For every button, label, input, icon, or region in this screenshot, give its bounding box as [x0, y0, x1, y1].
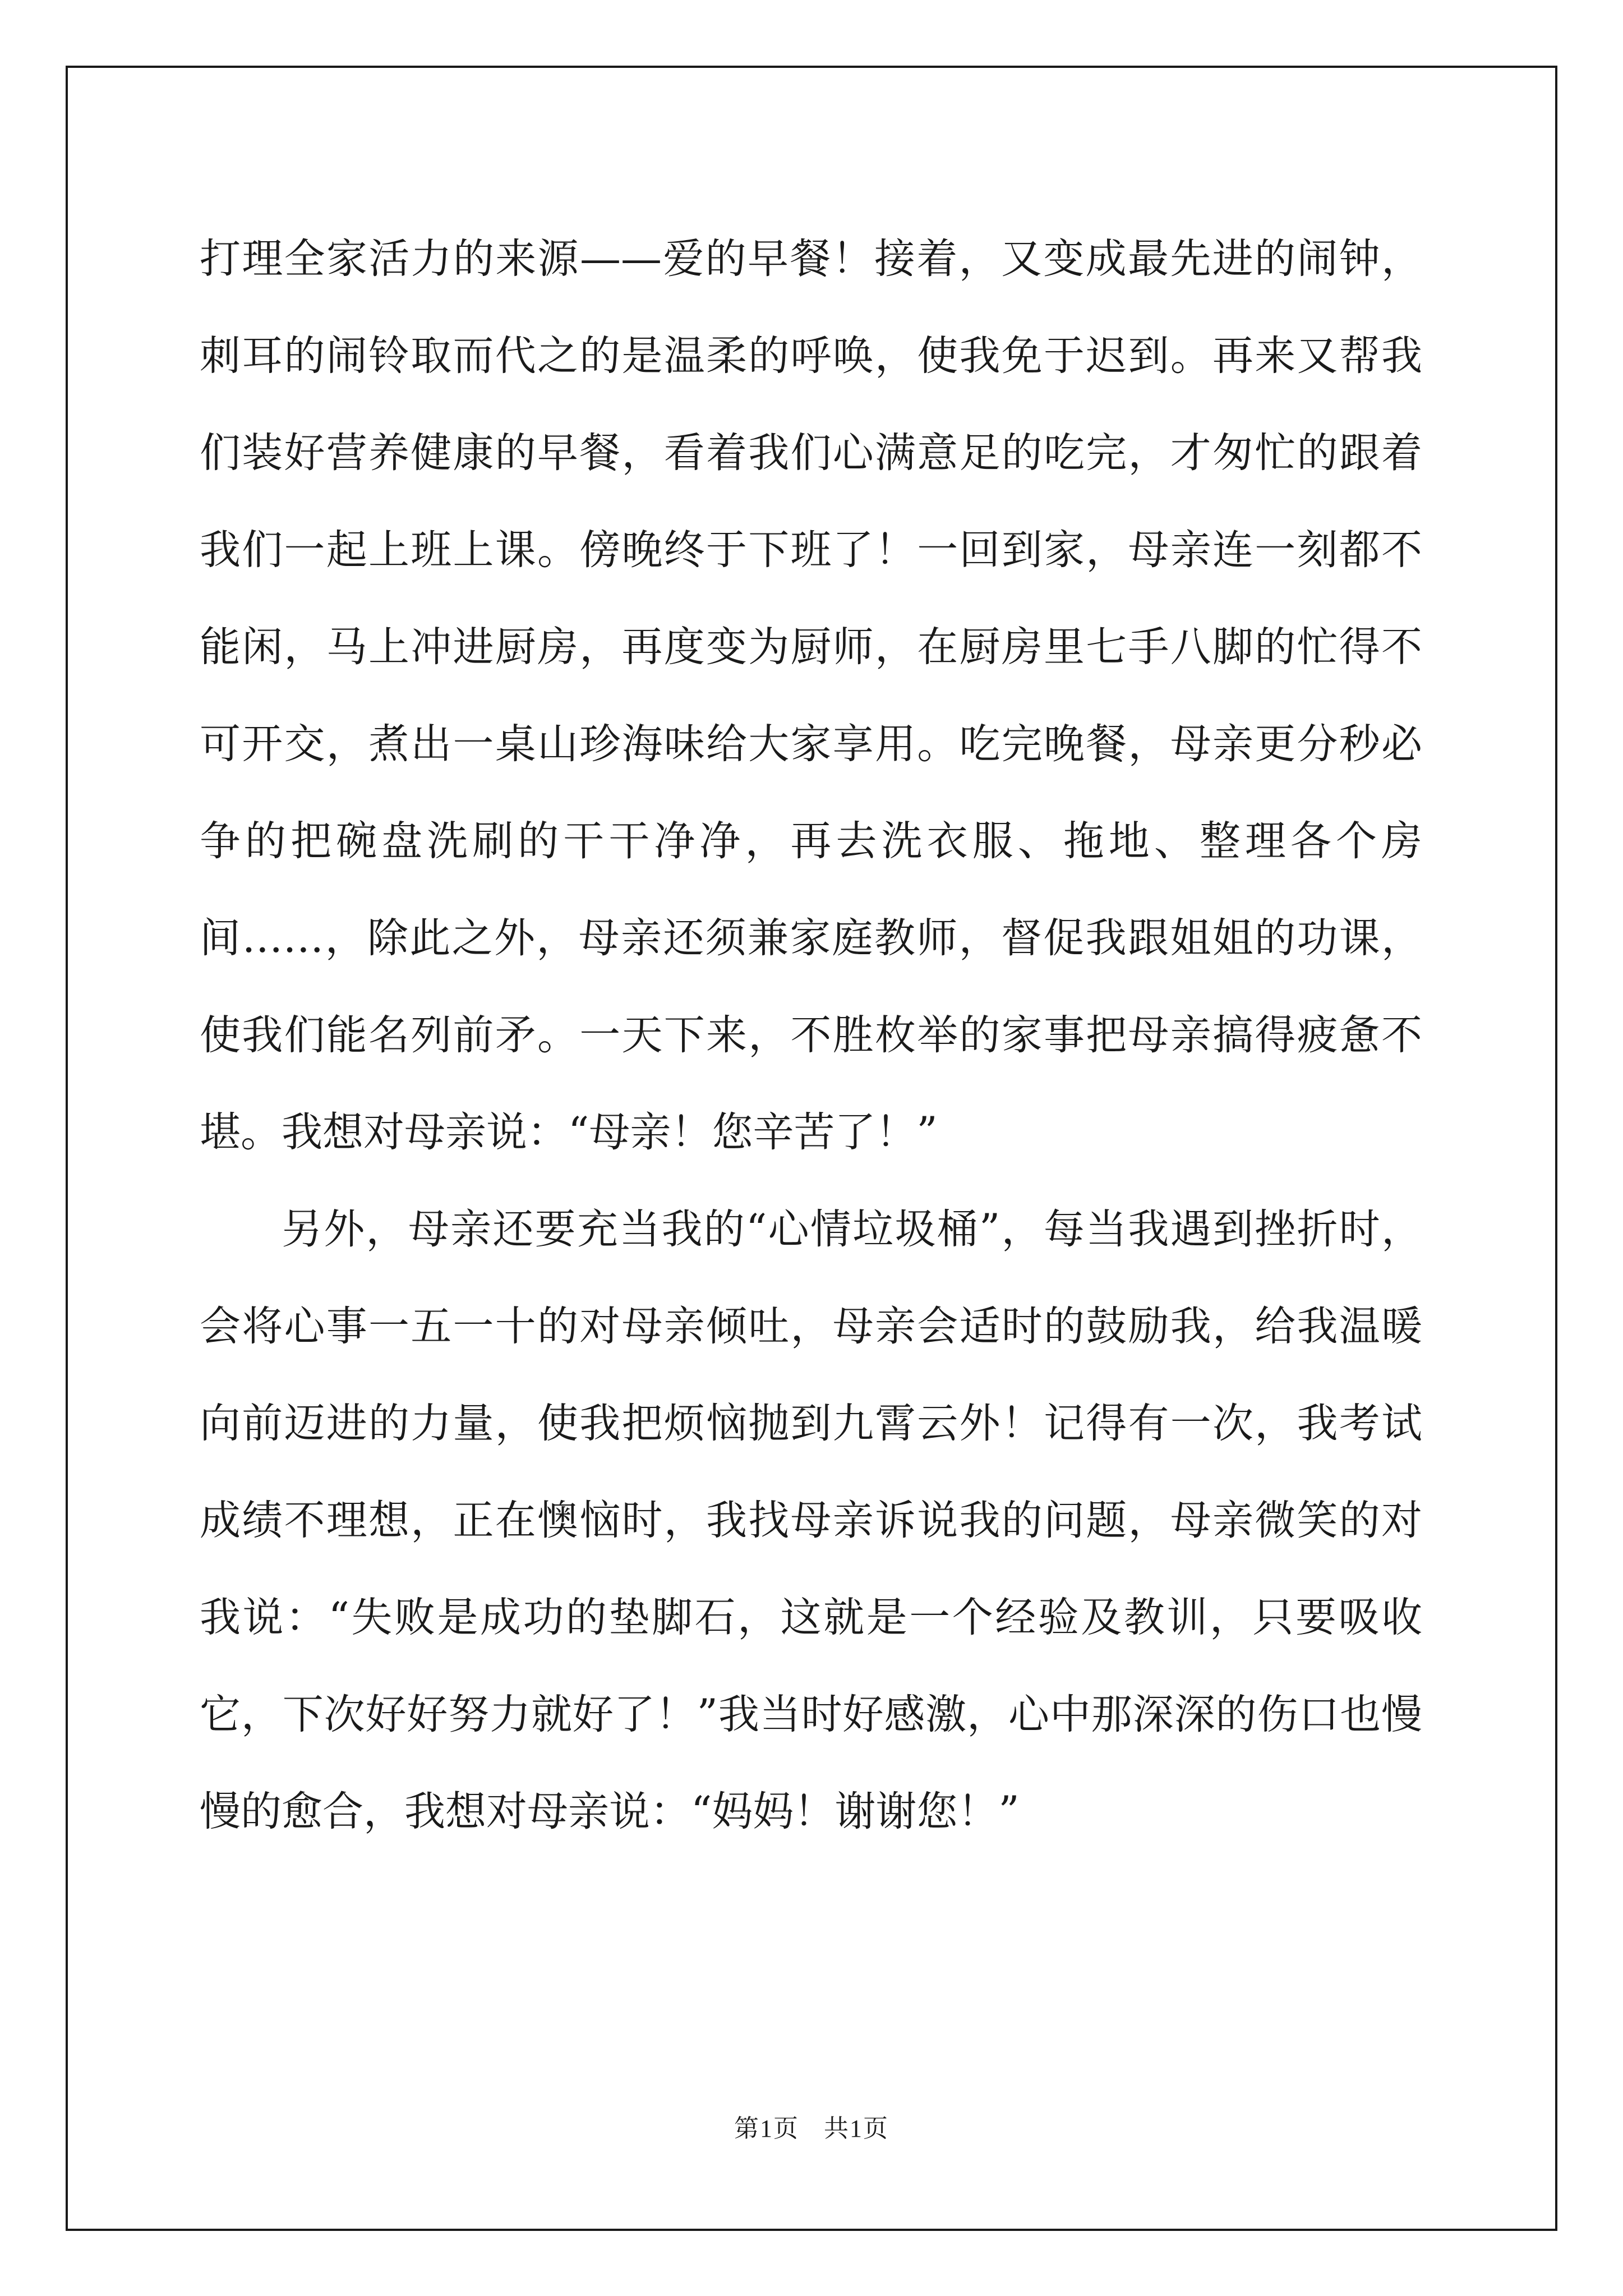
paragraph-2: 另外，母亲还要充当我的“心情垃圾桶”，每当我遇到挫折时，会将心事一五一十的对母亲倾吐，母亲会适时的鼓励我，给我温暖向前迈进的力量，使我把烦恼抛到九霄云外！记得有一次，我考试成绩不理想，正在懊恼时，我找母亲诉说我的问题，母亲微笑的对我说：“失败是成功的垫脚石，这就是一个经验及教训，只要吸收它，下次好好努力就好了！”我当时好感激，心中那深深的伤口也慢慢的愈合，我想对母亲说：“妈妈！谢谢您！”	[200, 1205, 1422, 1835]
paragraph-1: 打理全家活力的来源——爱的早餐！接着，又变成最先进的闹钟，刺耳的闹铃取而代之的是温柔的呼唤，使我免于迟到。再来又帮我们装好营养健康的早餐，看着我们心满意足的吃完，才匆忙的跟着我们一起上班上课。傍晚终于下班了！一回到家，母亲连一刻都不能闲，马上冲进厨房，再度变为厨师，在厨房里七手八脚的忙得不可开交，煮出一桌山珍海味给大家享用。吃完晚餐，母亲更分秒必争的把碗盘洗刷的干干净净，再去洗衣服、拖地、整理各个房间……，除此之外，母亲还须兼家庭教师，督促我跟姐姐的功课，使我们能名列前矛。一天下来，不胜枚举的家事把母亲搞得疲惫不堪。我想对母亲说：“母亲！您辛苦了！”	[200, 235, 1422, 1156]
page-number: 第1页	[734, 2115, 799, 2142]
document-body	[200, 210, 1422, 1860]
page-footer	[0, 2108, 1623, 2144]
page-total: 共1页	[824, 2115, 889, 2142]
